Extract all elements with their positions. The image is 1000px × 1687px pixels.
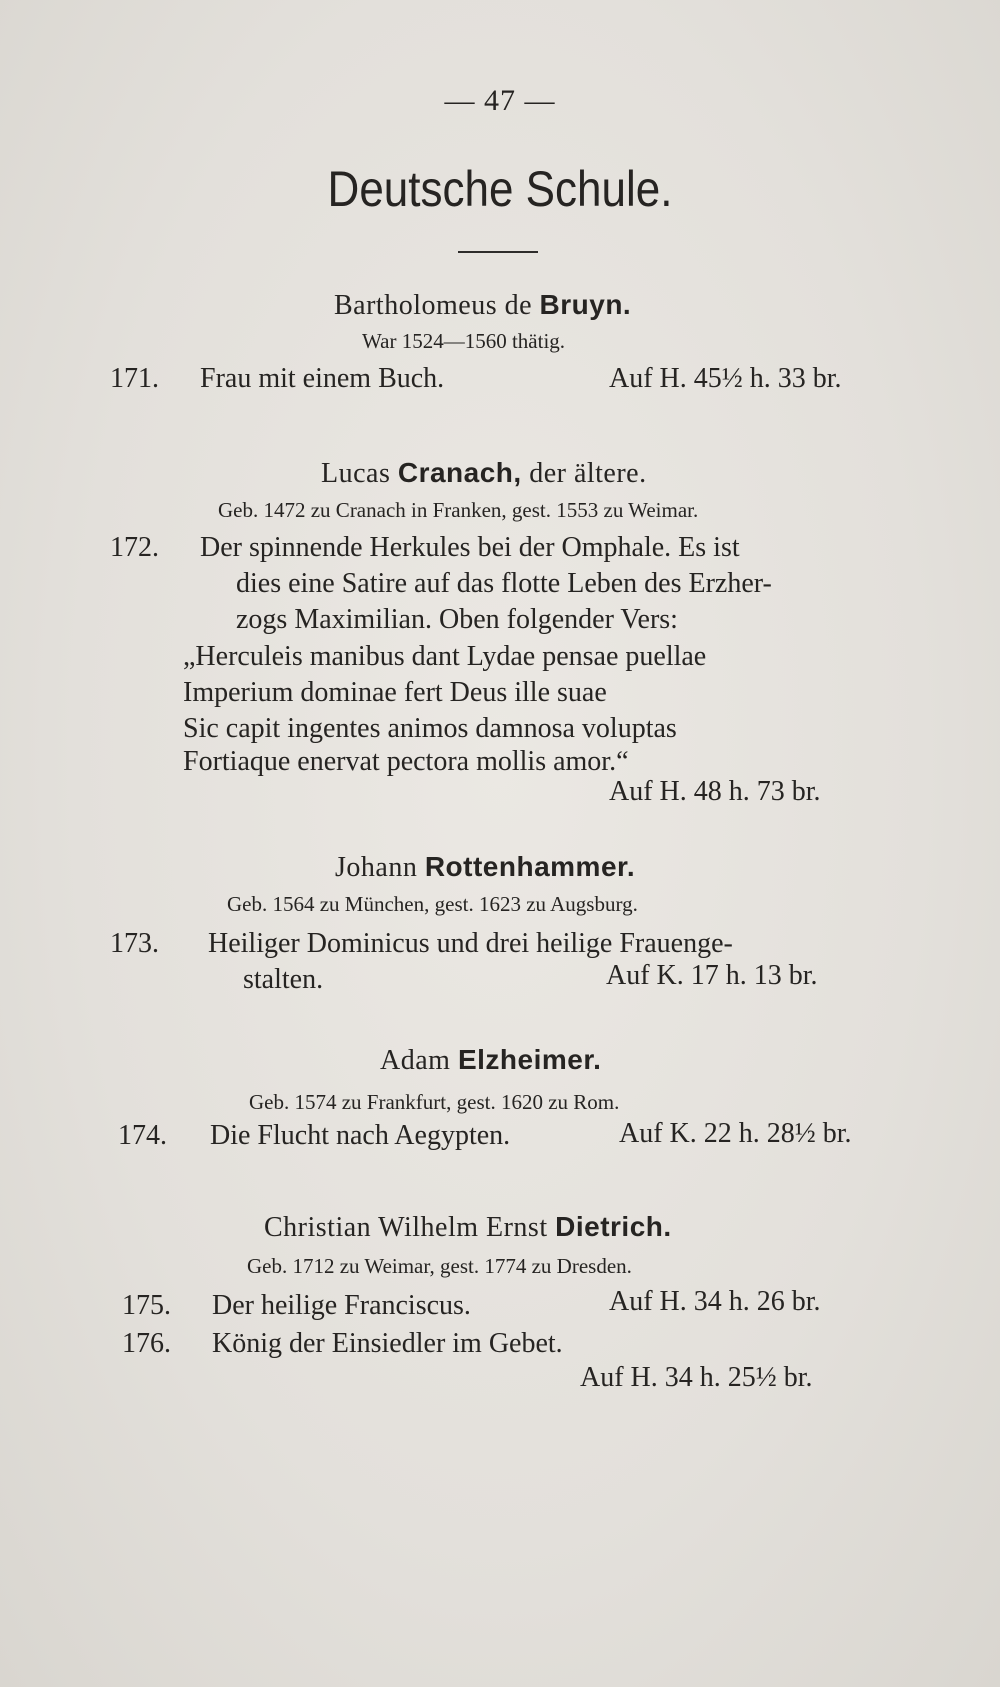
entry-number: 176. (122, 1328, 171, 1359)
entry-number: 174. (118, 1120, 167, 1151)
artist-given-name: Lucas (321, 458, 391, 489)
artist-surname: Bruyn. (539, 289, 632, 320)
heading-divider (458, 251, 538, 253)
entry-text-line: Heiliger Dominicus und drei heilige Frauenge- (208, 928, 733, 959)
artist-given-name: Johann (335, 852, 418, 883)
artist-surname: Dietrich. (555, 1211, 672, 1242)
verse-line: „Herculeis manibus dant Lydae pensae puellae (183, 641, 707, 672)
artist-surname: Rottenhammer. (424, 851, 636, 882)
verse-line: Sic capit ingentes animos damnosa voluptas (183, 713, 677, 744)
entry-text-line: stalten. (243, 964, 324, 995)
artist-bio: War 1524—1560 thätig. (362, 329, 566, 353)
artist-surname: Cranach, (397, 457, 522, 488)
entry-number: 171. (110, 363, 159, 394)
section-heading: Deutsche Schule. (327, 161, 673, 217)
entry-price: Auf H. 45½ h. 33 br. (609, 363, 842, 394)
artist-epithet: der ältere. (529, 458, 647, 489)
artist-name (334, 289, 631, 322)
artist-bio: Geb. 1472 zu Cranach in Franken, gest. 1553 zu Weimar. (218, 498, 699, 522)
artist-name (264, 1211, 672, 1244)
entry-number: 175. (122, 1290, 171, 1321)
artist-given-name: Christian Wilhelm Ernst (264, 1212, 548, 1243)
page-number: — 47 — (444, 84, 556, 117)
artist-given-name: Adam (380, 1045, 451, 1076)
entry-title: König der Einsiedler im Gebet. (212, 1328, 563, 1359)
entry-text-line: dies eine Satire auf das flotte Leben des Erzher- (236, 568, 772, 599)
entry-number: 173. (110, 928, 159, 959)
artist-name (335, 851, 635, 884)
verse-line: Imperium dominae fert Deus ille suae (183, 677, 607, 708)
artist-bio: Geb. 1712 zu Weimar, gest. 1774 zu Dresden. (247, 1254, 632, 1278)
artist-given-name: Bartholomeus de (334, 290, 533, 321)
entry-text-line: zogs Maximilian. Oben folgender Vers: (236, 604, 678, 635)
artist-name (321, 457, 647, 490)
entry-price: Auf H. 34 h. 26 br. (609, 1286, 821, 1317)
verse-line: Fortiaque enervat pectora mollis amor.“ (183, 746, 629, 777)
entry-price: Auf H. 48 h. 73 br. (609, 776, 821, 807)
entry-price: Auf K. 17 h. 13 br. (606, 960, 818, 991)
entry-text-line: Der spinnende Herkules bei der Omphale. Es ist (200, 532, 740, 563)
artist-name (380, 1044, 601, 1077)
entry-title: Die Flucht nach Aegypten. (210, 1120, 511, 1151)
entry-title: Frau mit einem Buch. (200, 363, 445, 394)
artist-bio: Geb. 1574 zu Frankfurt, gest. 1620 zu Rom. (249, 1090, 620, 1114)
entry-price: Auf H. 34 h. 25½ br. (580, 1362, 813, 1393)
entry-title: Der heilige Franciscus. (212, 1290, 471, 1321)
artist-surname: Elzheimer. (457, 1044, 602, 1075)
artist-bio: Geb. 1564 zu München, gest. 1623 zu Augsburg. (227, 892, 638, 916)
entry-number: 172. (110, 532, 159, 563)
entry-price: Auf K. 22 h. 28½ br. (619, 1118, 852, 1149)
